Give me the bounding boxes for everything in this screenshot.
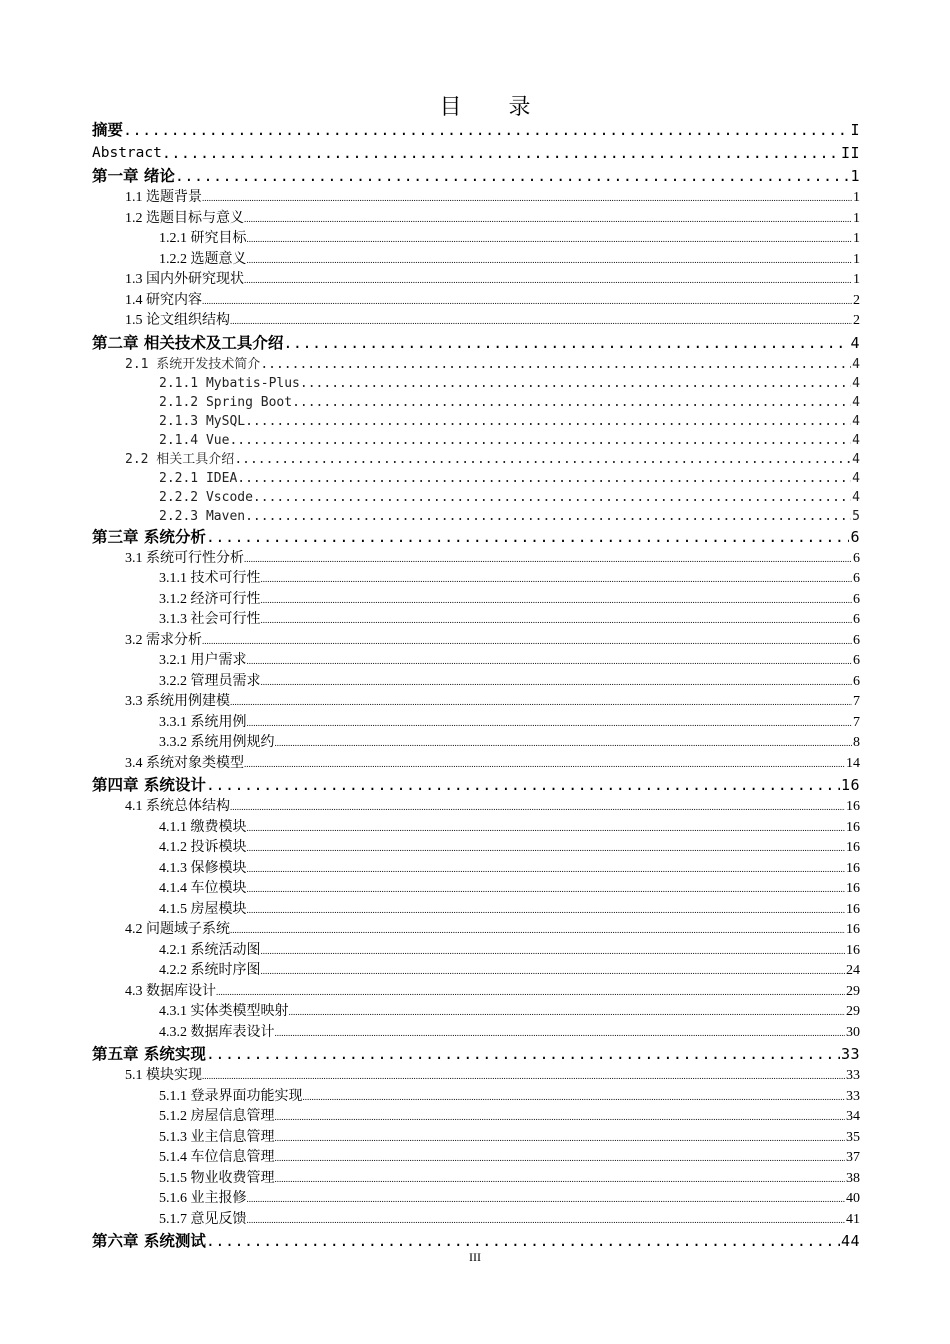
toc-entry[interactable] xyxy=(92,1002,860,1023)
toc-entry[interactable] xyxy=(92,920,860,941)
toc-entry-page: 29 xyxy=(846,1004,860,1019)
toc-entry[interactable] xyxy=(92,1128,860,1149)
toc-leader-dots xyxy=(244,270,852,291)
toc-entry[interactable] xyxy=(92,311,860,332)
toc-entry-page: 6 xyxy=(853,550,860,566)
toc-entry-page: 30 xyxy=(846,1024,860,1040)
toc-entry-title: 摘要 xyxy=(92,121,124,139)
toc-entry[interactable] xyxy=(92,733,860,754)
toc-entry-page: 16 xyxy=(840,776,860,794)
toc-entry-page: 1 xyxy=(853,210,860,226)
toc-entry-title: 4.1 系统总体结构 xyxy=(125,799,230,814)
toc-leader-dots xyxy=(275,733,853,754)
toc-entry-title: 5.1.3 业主信息管理 xyxy=(159,1129,275,1145)
toc-leader-dots xyxy=(275,1169,846,1190)
toc-entry-title: 第五章 系统实现 xyxy=(92,1045,206,1063)
toc-entry[interactable] xyxy=(92,754,860,775)
toc-entry-title: 第四章 系统设计 xyxy=(92,776,206,794)
toc-entry-title: 3.1.1 技术可行性 xyxy=(159,571,261,586)
toc-leader-dots xyxy=(260,355,851,374)
toc-entry-page: 1 xyxy=(853,272,860,287)
toc-entry-page: I xyxy=(850,121,860,139)
toc-entry-title: Abstract xyxy=(92,145,162,161)
toc-entry[interactable] xyxy=(92,188,860,209)
toc-leader-dots xyxy=(289,1002,846,1023)
toc-entry[interactable] xyxy=(92,270,860,291)
toc-leader-dots xyxy=(229,431,851,450)
toc-leader-dots xyxy=(237,469,851,488)
toc-entry-title: 4.1.3 保修模块 xyxy=(159,860,247,876)
toc-entry-page: 33 xyxy=(846,1068,860,1083)
toc-leader-dots xyxy=(247,1210,846,1231)
toc-entry-title: 4.3.2 数据库表设计 xyxy=(159,1024,275,1040)
toc-entry[interactable] xyxy=(92,209,860,230)
toc-leader-dots xyxy=(261,590,853,611)
toc-leader-dots xyxy=(244,209,852,230)
page-number: III xyxy=(469,1250,481,1264)
toc-leader-dots xyxy=(206,526,850,549)
toc-entry-page: 4 xyxy=(852,489,860,505)
toc-entry[interactable] xyxy=(92,1169,860,1190)
toc-entry[interactable] xyxy=(92,1087,860,1108)
toc-entry-title: 第六章 系统测试 xyxy=(92,1232,206,1250)
toc-entry[interactable] xyxy=(92,1107,860,1128)
toc-entry-page: 35 xyxy=(846,1129,860,1145)
toc-leader-dots xyxy=(292,393,851,412)
toc-entry-title: 4.1.2 投诉模块 xyxy=(159,840,247,855)
toc-leader-dots xyxy=(275,1023,846,1044)
toc-entry-page: 44 xyxy=(840,1232,860,1250)
toc-entry[interactable] xyxy=(92,797,860,818)
toc-entry[interactable] xyxy=(92,142,860,165)
toc-entry[interactable] xyxy=(92,900,860,921)
toc-entry-title: 2.2.2 Vscode xyxy=(159,489,253,505)
toc-entry-title: 1.4 研究内容 xyxy=(125,292,202,308)
toc-entry-title: 3.2 需求分析 xyxy=(125,632,202,648)
toc-leader-dots xyxy=(275,1148,846,1169)
toc-entry-title: 1.2 选题目标与意义 xyxy=(125,210,244,226)
toc-entry[interactable] xyxy=(92,1043,860,1066)
toc-entry-title: 5.1.7 意见反馈 xyxy=(159,1211,247,1227)
toc-entry[interactable] xyxy=(92,355,860,374)
toc-entry-page: 40 xyxy=(846,1191,860,1206)
toc-leader-dots xyxy=(247,651,853,672)
toc-entry-title: 3.1.2 经济可行性 xyxy=(159,591,261,607)
toc-entry-page: 29 xyxy=(846,983,860,999)
toc-entry[interactable] xyxy=(92,450,860,469)
toc-leader-dots xyxy=(247,250,853,271)
toc-leader-dots xyxy=(261,961,846,982)
toc-leader-dots xyxy=(216,982,845,1003)
toc-leader-dots xyxy=(202,188,852,209)
toc-entry-title: 3.3.2 系统用例规约 xyxy=(159,735,275,750)
toc-entry-page: 1 xyxy=(853,251,860,267)
toc-entry-page: 1 xyxy=(853,231,860,246)
toc-entry-page: 33 xyxy=(840,1045,860,1063)
toc-entry-page: 1 xyxy=(853,190,860,205)
toc-entry-page: 6 xyxy=(850,527,860,546)
toc-entry[interactable] xyxy=(92,229,860,250)
toc-entry-page: 2 xyxy=(853,313,860,328)
toc-entry[interactable] xyxy=(92,374,860,393)
toc-entry[interactable] xyxy=(92,961,860,982)
toc-entry-title: 1.3 国内外研究现状 xyxy=(125,272,244,287)
toc-entry-page: 6 xyxy=(853,632,860,648)
toc-entry[interactable] xyxy=(92,879,860,900)
page-title: 目 录 xyxy=(439,95,551,120)
toc-entry-page: 6 xyxy=(853,591,860,607)
toc-entry-title: 4.2 问题域子系统 xyxy=(125,922,230,937)
toc-entry[interactable] xyxy=(92,488,860,507)
toc-leader-dots xyxy=(175,165,850,188)
toc-entry-page: 7 xyxy=(853,714,860,730)
toc-entry-page: 16 xyxy=(846,942,860,958)
toc-entry-title: 3.3 系统用例建模 xyxy=(125,694,230,709)
toc-entry-title: 2.2.3 Maven xyxy=(159,508,246,524)
toc-entry-title: 5.1.5 物业收费管理 xyxy=(159,1170,275,1186)
toc-entry[interactable] xyxy=(92,431,860,450)
toc-leader-dots xyxy=(247,900,846,921)
toc-entry[interactable] xyxy=(92,941,860,962)
toc-entry-page: 38 xyxy=(846,1170,860,1186)
toc-entry-title: 3.1 系统可行性分析 xyxy=(125,550,244,566)
toc-entry[interactable] xyxy=(92,713,860,734)
toc-leader-dots xyxy=(247,1189,846,1210)
toc-entry-title: 4.3.1 实体类模型映射 xyxy=(159,1004,289,1019)
toc-leader-dots xyxy=(275,1107,846,1128)
toc-entry-page: 14 xyxy=(846,755,860,771)
toc-entry-page: 24 xyxy=(846,963,860,978)
toc-entry-page: 7 xyxy=(853,694,860,709)
toc-entry[interactable] xyxy=(92,631,860,652)
toc-entry[interactable] xyxy=(92,569,860,590)
toc-entry-title: 5.1 模块实现 xyxy=(125,1068,202,1083)
toc-entry[interactable] xyxy=(92,412,860,431)
toc-entry-page: 16 xyxy=(846,881,860,896)
toc-leader-dots xyxy=(261,672,853,693)
toc-leader-dots xyxy=(206,774,840,797)
toc-leader-dots xyxy=(230,920,845,941)
toc-leader-dots xyxy=(162,142,840,165)
toc-entry[interactable] xyxy=(92,692,860,713)
toc-leader-dots xyxy=(300,374,851,393)
toc-entry[interactable] xyxy=(92,1023,860,1044)
toc-leader-dots xyxy=(261,610,853,631)
toc-entry[interactable] xyxy=(92,982,860,1003)
toc-entry-title: 第三章 系统分析 xyxy=(92,527,206,546)
toc-entry-title: 5.1.1 登录界面功能实现 xyxy=(159,1088,303,1104)
toc-entry[interactable] xyxy=(92,332,860,355)
toc-leader-dots xyxy=(202,291,852,312)
toc-leader-dots xyxy=(247,859,846,880)
toc-entry[interactable] xyxy=(92,1148,860,1169)
toc-leader-dots xyxy=(202,631,852,652)
toc-entry-title: 1.2.1 研究目标 xyxy=(159,231,247,246)
toc-entry-title: 3.3.1 系统用例 xyxy=(159,714,247,730)
toc-entry-page: 1 xyxy=(850,167,860,185)
table-of-contents xyxy=(92,119,860,1253)
toc-entry-title: 3.2.1 用户需求 xyxy=(159,653,247,668)
toc-leader-dots xyxy=(247,713,853,734)
toc-entry[interactable] xyxy=(92,250,860,271)
toc-entry-title: 2.1.1 Mybatis-Plus xyxy=(159,375,300,391)
toc-entry-title: 3.1.3 社会可行性 xyxy=(159,612,261,627)
toc-entry-page: 4 xyxy=(852,451,860,467)
toc-entry[interactable] xyxy=(92,1189,860,1210)
toc-entry-page: 6 xyxy=(853,673,860,689)
toc-entry[interactable] xyxy=(92,1210,860,1231)
toc-entry[interactable] xyxy=(92,526,860,549)
toc-entry-title: 3.2.2 管理员需求 xyxy=(159,673,261,689)
toc-leader-dots xyxy=(275,1128,846,1149)
toc-entry[interactable] xyxy=(92,838,860,859)
toc-entry-page: 4 xyxy=(852,375,860,391)
toc-entry-title: 1.5 论文组织结构 xyxy=(125,313,230,328)
toc-entry-page: 37 xyxy=(846,1150,860,1165)
toc-entry[interactable] xyxy=(92,507,860,526)
toc-leader-dots xyxy=(244,754,845,775)
toc-leader-dots xyxy=(247,879,846,900)
toc-entry-title: 4.2.2 系统时序图 xyxy=(159,963,261,978)
toc-entry-title: 4.1.4 车位模块 xyxy=(159,881,247,896)
toc-entry[interactable] xyxy=(92,393,860,412)
toc-entry-title: 2.1.3 MySQL xyxy=(159,413,246,429)
toc-entry-title: 2.1.4 Vue xyxy=(159,432,230,448)
toc-leader-dots xyxy=(247,838,846,859)
toc-entry-page: 8 xyxy=(853,735,860,750)
toc-entry-title: 2.2.1 IDEA xyxy=(159,470,238,486)
toc-entry-page: 41 xyxy=(846,1211,860,1227)
toc-entry-title: 2.1.2 Spring Boot xyxy=(159,394,293,410)
toc-entry-page: II xyxy=(840,144,860,162)
toc-leader-dots xyxy=(230,692,852,713)
toc-entry-page: 16 xyxy=(846,840,860,855)
toc-entry-title: 4.1.5 房屋模块 xyxy=(159,901,247,917)
toc-entry-page: 6 xyxy=(853,612,860,627)
toc-leader-dots xyxy=(244,549,852,570)
toc-entry[interactable] xyxy=(92,119,860,142)
toc-entry[interactable] xyxy=(92,859,860,880)
toc-entry-title: 5.1.2 房屋信息管理 xyxy=(159,1109,275,1124)
toc-entry-page: 5 xyxy=(852,508,860,524)
toc-leader-dots xyxy=(261,941,846,962)
toc-entry[interactable] xyxy=(92,1066,860,1087)
toc-entry[interactable] xyxy=(92,469,860,488)
toc-entry-page: 4 xyxy=(852,432,860,448)
toc-entry[interactable] xyxy=(92,818,860,839)
toc-entry-title: 第二章 相关技术及工具介绍 xyxy=(92,333,284,352)
toc-entry-title: 5.1.4 车位信息管理 xyxy=(159,1150,275,1165)
toc-leader-dots xyxy=(123,119,849,142)
toc-entry[interactable] xyxy=(92,672,860,693)
toc-entry-title: 3.4 系统对象类模型 xyxy=(125,755,244,771)
toc-entry-page: 16 xyxy=(846,860,860,876)
toc-leader-dots xyxy=(245,507,851,526)
toc-leader-dots xyxy=(230,311,852,332)
toc-entry-page: 16 xyxy=(846,819,860,835)
toc-leader-dots xyxy=(303,1087,846,1108)
toc-entry[interactable] xyxy=(92,590,860,611)
toc-entry-title: 2.1 系统开发技术简介 xyxy=(125,356,261,372)
toc-entry-title: 第一章 绪论 xyxy=(92,167,175,185)
toc-entry-page: 6 xyxy=(853,571,860,586)
toc-entry[interactable] xyxy=(92,651,860,672)
toc-entry-title: 4.3 数据库设计 xyxy=(125,983,216,999)
toc-entry-title: 5.1.6 业主报修 xyxy=(159,1191,247,1206)
toc-leader-dots xyxy=(234,450,851,469)
toc-entry[interactable] xyxy=(92,774,860,797)
toc-entry-title: 4.1.1 缴费模块 xyxy=(159,819,247,835)
toc-entry-title: 1.2.2 选题意义 xyxy=(159,251,247,267)
toc-entry-page: 33 xyxy=(846,1088,860,1104)
toc-entry[interactable] xyxy=(92,549,860,570)
toc-leader-dots xyxy=(261,569,853,590)
toc-entry-page: 16 xyxy=(846,922,860,937)
toc-leader-dots xyxy=(247,229,853,250)
toc-entry[interactable] xyxy=(92,610,860,631)
toc-entry-page: 16 xyxy=(846,901,860,917)
toc-entry-page: 4 xyxy=(852,394,860,410)
toc-entry-page: 4 xyxy=(852,470,860,486)
toc-leader-dots xyxy=(247,818,846,839)
toc-entry-page: 2 xyxy=(853,292,860,308)
toc-entry-title: 1.1 选题背景 xyxy=(125,190,202,205)
toc-leader-dots xyxy=(283,332,849,355)
toc-leader-dots xyxy=(245,412,851,431)
toc-entry-page: 4 xyxy=(852,356,860,372)
toc-entry-page: 16 xyxy=(846,799,860,814)
toc-entry-page: 4 xyxy=(852,413,860,429)
toc-entry-title: 2.2 相关工具介绍 xyxy=(125,451,235,467)
toc-leader-dots xyxy=(202,1066,845,1087)
toc-entry-page: 4 xyxy=(850,333,860,352)
toc-entry[interactable] xyxy=(92,291,860,312)
toc-leader-dots xyxy=(253,488,851,507)
toc-entry-page: 34 xyxy=(846,1109,860,1124)
toc-entry[interactable] xyxy=(92,165,860,188)
toc-leader-dots xyxy=(206,1043,840,1066)
toc-entry-title: 4.2.1 系统活动图 xyxy=(159,942,261,958)
toc-entry-page: 6 xyxy=(853,653,860,668)
toc-leader-dots xyxy=(230,797,845,818)
